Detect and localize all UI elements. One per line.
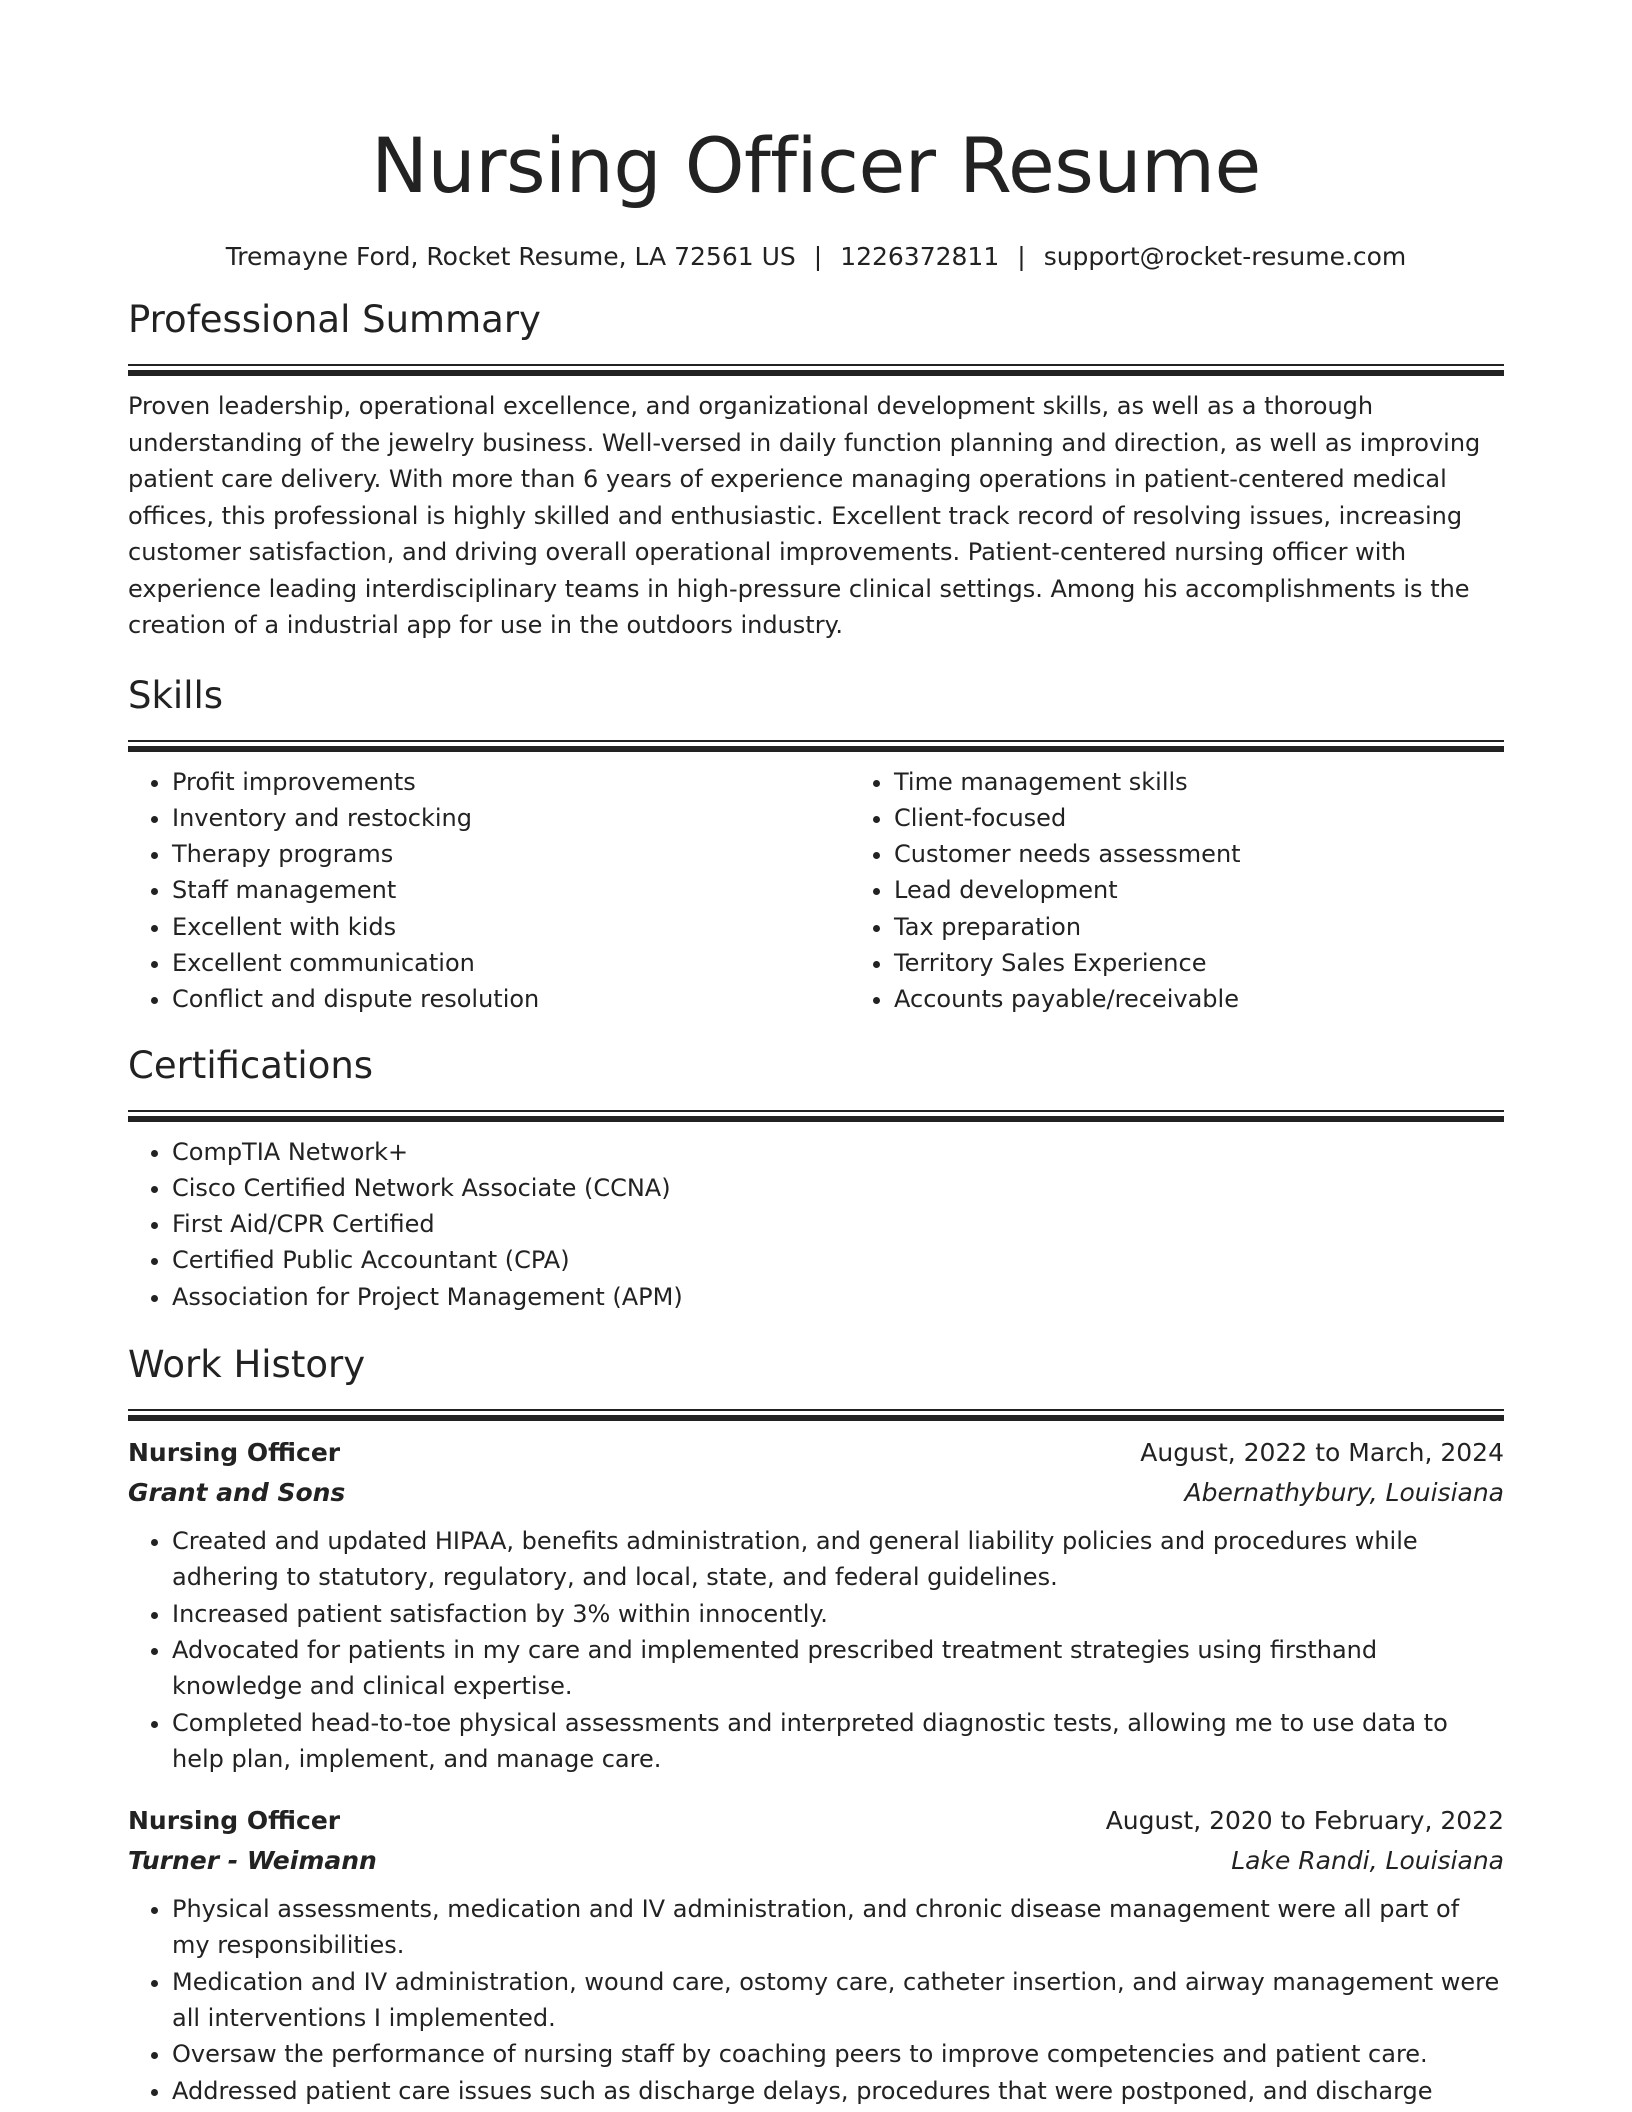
job-bullet: • Oversaw the performance of nursing staff by coaching peers to improve competencies and patient care. [172, 2036, 1504, 2072]
contact-line [128, 240, 1504, 274]
section-heading: Certifications [128, 1043, 374, 1087]
summary-paragraph: Proven leadership, operational excellence, and organizational development skills, as well as a thorough understanding of the jewelry business. Well-versed in daily function planning and direction, as well as improving patient care delivery. With more than 6 years of experience managing operations in patient-centered medical offices, this professional is highly skilled and enthusiastic. Excellent track record of resolving issues, increasing customer satisfaction, and driving overall operational improvements. Patient-centered nursing officer with experience leading interdisciplinary teams in high-pressure clinical settings. Among his accomplishments is the creation of a industrial app for use in the outdoors industry. [128, 392, 1481, 639]
section-heading: Skills [128, 673, 224, 717]
job-entry [128, 1433, 1504, 1777]
skills-columns [128, 764, 1504, 1018]
certifications-section [128, 1042, 1504, 1315]
job-bullet: • Addressed patient care issues such as discharge delays, procedures that were postponed, and discharge [172, 2073, 1504, 2109]
skill-item: • Client-focused [894, 800, 1572, 836]
section-divider [128, 740, 1504, 752]
skill-item: • Customer needs assessment [894, 836, 1572, 872]
skill-item: • Therapy programs [172, 836, 850, 872]
contact-separator: | [813, 242, 823, 271]
job-entry [128, 1801, 1504, 2109]
job-bullets [128, 1891, 1504, 2109]
contact-address: Tremayne Ford, Rocket Resume, LA 72561 US [225, 242, 796, 271]
job-company-row [128, 1473, 1504, 1513]
section-heading: Professional Summary [128, 298, 541, 341]
job-dates: August, 2020 to February, 2022 [1105, 1806, 1504, 1836]
contact-email[interactable]: support@rocket-resume.com [1043, 242, 1407, 271]
job-bullet: • Created and updated HIPAA, benefits administration, and general liability policies and procedures while adhering to statutory, regulatory, and local, state, and federal guidelines. [172, 1523, 1504, 1596]
job-location: Abernathybury, Louisiana [1184, 1478, 1504, 1508]
skill-item: • Profit improvements [172, 764, 850, 800]
job-bullet: • Increased patient satisfaction by 3% within innocently. [172, 1596, 1504, 1632]
job-dates: August, 2022 to March, 2024 [1140, 1438, 1504, 1468]
skills-section [128, 672, 1504, 1018]
contact-separator: | [1017, 242, 1026, 271]
resume-title: Nursing Officer Resume [371, 121, 1261, 210]
skills-list-right [850, 764, 1572, 1018]
skill-item: • Excellent communication [172, 945, 850, 981]
certifications-list [128, 1134, 1504, 1315]
contact-phone: 1226372811 [840, 242, 1000, 271]
certification-item: • CompTIA Network+ [172, 1134, 1504, 1170]
section-divider [128, 364, 1504, 376]
skill-item: • Territory Sales Experience [894, 945, 1572, 981]
certification-item: • Association for Project Management (APM) [172, 1279, 1504, 1315]
skill-item: • Conflict and dispute resolution [172, 981, 850, 1017]
skill-item: • Tax preparation [894, 909, 1572, 945]
job-company: Grant and Sons [128, 1478, 346, 1508]
job-bullet: • Physical assessments, medication and IV administration, and chronic disease management were all part of my responsibilities. [172, 1891, 1504, 1964]
job-bullet: • Advocated for patients in my care and implemented prescribed treatment strategies using firsthand knowledge and clinical expertise. [172, 1632, 1504, 1705]
professional-summary-section [128, 296, 1504, 644]
job-header-row [128, 1433, 1504, 1473]
certification-item: • Cisco Certified Network Associate (CCNA) [172, 1170, 1504, 1206]
skill-item: • Inventory and restocking [172, 800, 850, 836]
skill-item: • Time management skills [894, 764, 1572, 800]
section-heading: Work History [128, 1343, 366, 1387]
job-company: Turner - Weimann [128, 1846, 377, 1876]
work-history-section [128, 1341, 1504, 2109]
job-title: Nursing Officer [128, 1438, 341, 1468]
skill-item: • Excellent with kids [172, 909, 850, 945]
certification-item: • First Aid/CPR Certified [172, 1206, 1504, 1242]
skills-list-left [128, 764, 850, 1018]
job-bullet: • Medication and IV administration, wound care, ostomy care, catheter insertion, and airway management were all interventions I implemented. [172, 1964, 1504, 2037]
job-header-row [128, 1801, 1504, 1841]
job-bullets [128, 1523, 1504, 1777]
section-divider [128, 1409, 1504, 1421]
job-location: Lake Randi, Louisiana [1231, 1846, 1504, 1876]
section-divider [128, 1110, 1504, 1122]
skill-item: • Lead development [894, 872, 1572, 908]
certification-item: • Certified Public Accountant (CPA) [172, 1242, 1504, 1278]
job-title: Nursing Officer [128, 1806, 341, 1836]
job-company-row [128, 1841, 1504, 1881]
skill-item: • Staff management [172, 872, 850, 908]
skill-item: • Accounts payable/receivable [894, 981, 1572, 1017]
job-bullet: • Completed head-to-toe physical assessments and interpreted diagnostic tests, allowing me to use data to help plan, implement, and manage care. [172, 1705, 1504, 1778]
